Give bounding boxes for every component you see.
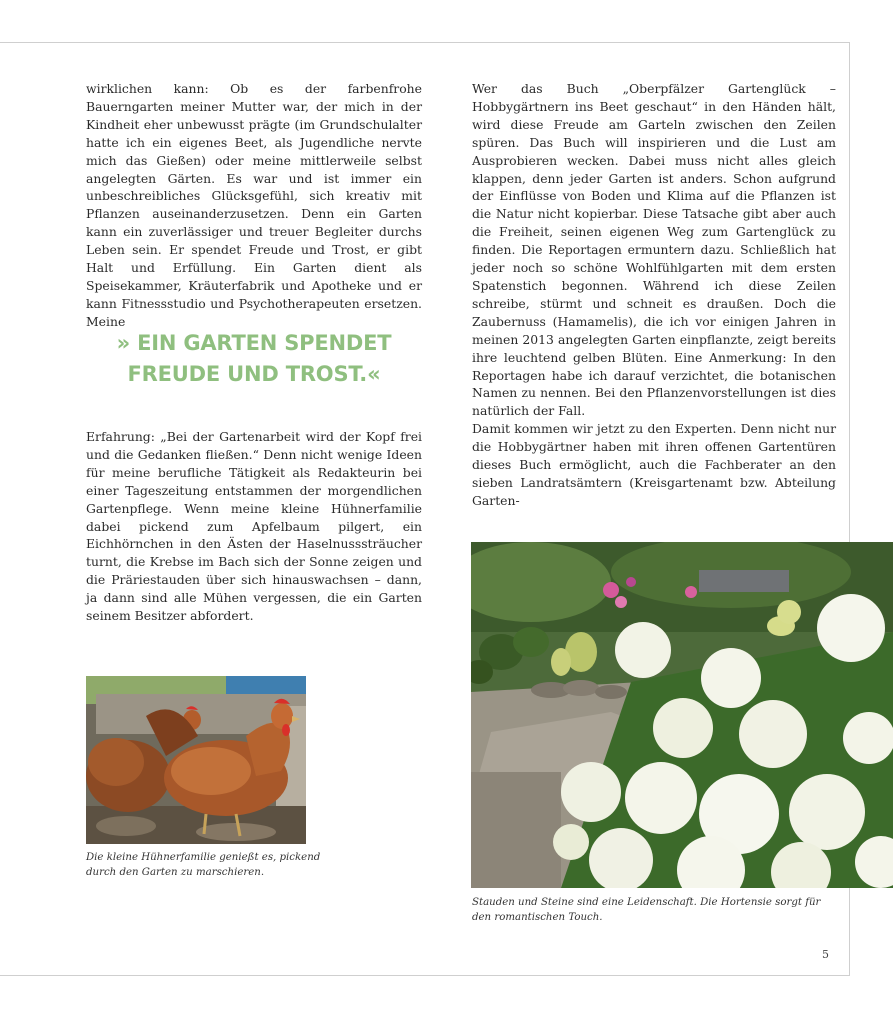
right-column bbox=[472, 80, 836, 510]
garden-photo bbox=[471, 542, 893, 888]
pull-quote-line-1: » EIN GARTEN SPENDET bbox=[116, 331, 392, 355]
page-number: 5 bbox=[822, 948, 829, 961]
paragraph: Wer das Buch „Oberpfälzer Gartenglück – Hobbygärtnern ins Beet geschaut“ in den Händen hält, wird diese Freude am Garteln zwischen den Zeilen spüren. Das Buch will inspirieren und die Lust am Ausprobieren wecken. Dabei muss nicht alles gleich klappen, denn jeder Garten ist anders. Schon aufgrund der Einflüsse von Boden und Klima auf die Pflanzen ist die Natur nicht kopierbar. Diese Tatsache gibt aber auch die Freiheit, seinen eigenen Weg zum Gartenglück zu finden. Die Reportagen ermuntern dazu. Schließlich hat jeder noch so schöne Wohlfühlgarten mit dem ersten Spatenstich begonnen. Während ich diese Zeilen schreibe, stürmt und schneit es draußen. Doch die Zaubernuss (Hamamelis), die ich vor einigen Jahren in meinen 2013 angelegten Garten einpflanzte, zeigt bereits ihre leuchtend gelben Blüten. Eine Anmerkung: In den Reportagen habe ich darauf verzichtet, die botanischen Namen zu nennen. Bei den Pflanzenvorstellungen ist dies natürlich der Fall. bbox=[472, 81, 836, 419]
paragraph: wirklichen kann: Ob es der farbenfrohe Bauerngarten meiner Mutter war, der mich in der Kindheit eher unbewusst prägte (im Grundschulalter hatte ich ein eigenes Beet, als Jugendliche nervte mich das Gießen) oder meine mittlerweile selbst angelegten Gärten. Es war und ist immer ein unbeschreibliches Glücksgefühl, sich kreativ mit Pflanzen auseinanderzusetzen. Denn ein Garten kann ein zuverlässiger und treuer Begleiter durchs Leben sein. Er spendet Freude und Trost, er gibt Halt und Erfüllung. Ein Garten dient als Speisekammer, Kräuterfabrik und Apotheke und er kann Fitnessstudio und Psychotherapeuten ersetzen. Meine bbox=[86, 81, 422, 329]
paragraph: Erfahrung: „Bei der Gartenarbeit wird der Kopf frei und die Gedanken fließen.“ Denn nicht wenige Ideen für meine berufliche Tätigkeit als Redakteurin bei einer Tageszeitung entstammen der morgendlichen Gartenpflege. Wenn meine kleine Hühnerfamilie dabei pickend zum Apfelbaum pilgert, ein Eichhörnchen in den Ästen der Haselnusssträucher turnt, die Krebse im Bach sich der Sonne zeigen und die Präriestauden über sich hinauswachsen – dann, ja dann sind alle Mühen vergessen, die ein Garten seinem Besitzer abfordert. bbox=[86, 429, 422, 624]
left-column-top bbox=[86, 80, 422, 331]
hens-photo bbox=[86, 676, 306, 844]
garden-caption: Stauden und Steine sind eine Leidenschaft. Die Hortensie sorgt für den romantischen Touch. bbox=[472, 897, 821, 923]
pull-quote bbox=[86, 328, 422, 390]
left-column-bottom bbox=[86, 428, 422, 625]
paragraph: Damit kommen wir jetzt zu den Experten. Denn nicht nur die Hobbygärtner haben mit ihren offenen Gartentüren dieses Buch ermöglicht, auch die Fachberater an den sieben Landratsämtern (Kreisgartenamt bzw. Abteilung Garten- bbox=[472, 421, 836, 508]
hens-caption: Die kleine Hühnerfamilie genießt es, pickend durch den Garten zu marschieren. bbox=[86, 852, 321, 878]
pull-quote-line-2: FREUDE UND TROST.« bbox=[127, 362, 381, 386]
